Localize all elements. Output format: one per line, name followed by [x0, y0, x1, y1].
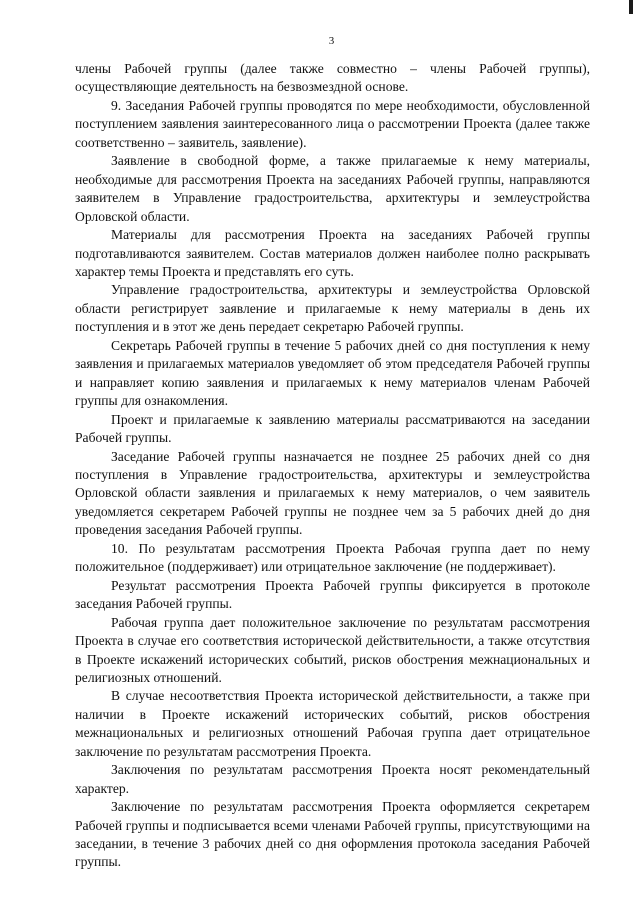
paragraph-advisory-nature: Заключения по результатам рассмотрения Проекта носят рекомендательный характер. — [75, 762, 590, 796]
paragraph-item-9: 9. Заседания Рабочей группы проводятся по мере необходимости, обусловленной поступлением заявления заинтересованного лица о рассмотрении Проекта (далее также соответственно – заявитель, заявление). — [75, 97, 590, 150]
paragraph-continuation: члены Рабочей группы (далее также совместно – члены Рабочей группы), осуществляющие деятельность на безвозмездной основе. — [75, 61, 590, 95]
paragraph-materials: Материалы для рассмотрения Проекта на заседаниях Рабочей группы подготавливаются заявителем. Состав материалов должен наиболее полно раскрывать характер темы Проекта и представлять его суть. — [75, 227, 590, 279]
paragraph-secretary-notice: Секретарь Рабочей группы в течение 5 рабочих дней со дня поступления к нему заявления и прилагаемых материалов уведомляет об этом председателя Рабочей группы и направляет копию заявления и прилагаемых к нему материалов членам Рабочей группы для ознакомления. — [75, 337, 590, 409]
paragraph-registration: Управление градостроительства, архитектуры и землеустройства Орловской области регистрирует заявление и прилагаемые к нему материалы в день их поступления и в этот же день передает секретарю Рабочей группы. — [75, 282, 590, 335]
scan-edge-mark — [629, 0, 633, 14]
paragraph-result-protocol: Результат рассмотрения Проекта Рабочей группы фиксируется в протоколе заседания Рабочей группы. — [75, 577, 590, 612]
paragraph-negative-conclusion: В случае несоответствия Проекта исторической действительности, а также при наличии в Проекте искажений исторических событий, рисков обострения межнациональных и религиозных отношений Рабочая группа дает отрицательное заключение по результатам рассмотрения Проекта. — [75, 688, 590, 759]
page-number: 3 — [328, 35, 335, 47]
paragraph-conclusion-signing: Заключение по результатам рассмотрения Проекта оформляется секретарем Рабочей группы и подписывается всеми членами Рабочей группы, присутствующими на заседании, в течение 3 рабочих дней со дня оформления протокола заседания Рабочей группы. — [75, 799, 590, 870]
paragraph-meeting-schedule: Заседание Рабочей группы назначается не позднее 25 рабочих дней со дня поступления в Управление градостроительства, архитектуры и землеустройства Орловской области заявления и прилагаемых к нему материалов, о чем заявитель уведомляется секретарем Рабочей группы не позднее чем за 5 рабочих дней до дня проведения заседания Рабочей группы. — [75, 448, 590, 538]
paragraph-positive-conclusion: Рабочая группа дает положительное заключение по результатам рассмотрения Проекта в случае его соответствия исторической действительности, а также отсутствия в Проекте искажений исторических событий, рисков обострения межнациональных и религиозных отношений. — [75, 614, 590, 685]
paragraph-application-form: Заявление в свободной форме, а также прилагаемые к нему материалы, необходимые для рассмотрения Проекта на заседаниях Рабочей группы, направляются заявителем в Управление градостроительства, архитектуры и землеустройства Орловской области. — [75, 153, 590, 224]
paragraph-item-10: 10. По результатам рассмотрения Проекта Рабочая группа дает по нему положительное (поддерживает) или отрицательное заключение (не поддерживает). — [75, 540, 590, 575]
document-body — [75, 60, 590, 872]
paragraph-review: Проект и прилагаемые к заявлению материалы рассматриваются на заседании Рабочей группы. — [75, 411, 590, 446]
